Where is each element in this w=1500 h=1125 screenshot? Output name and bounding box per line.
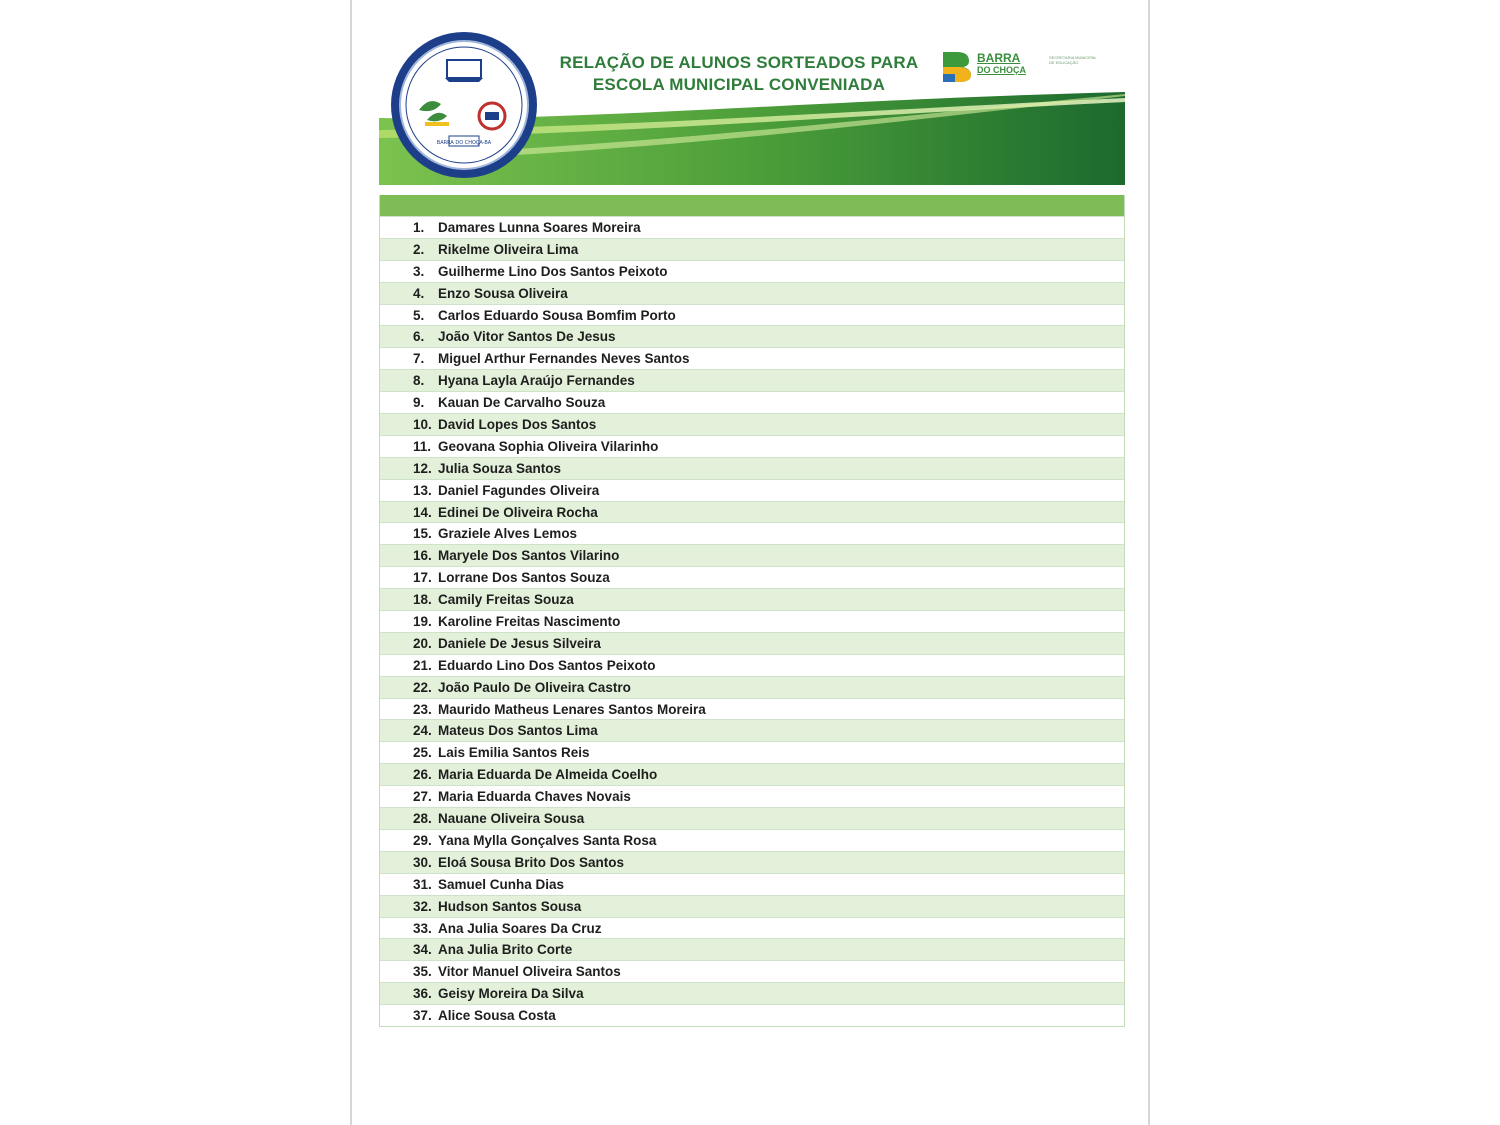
student-name: João Vitor Santos De Jesus	[438, 329, 616, 345]
student-number: 33.	[413, 920, 432, 936]
student-number: 17.	[413, 570, 432, 586]
student-name: Edinei De Oliveira Rocha	[438, 504, 598, 520]
student-name: Karoline Freitas Nascimento	[438, 614, 621, 630]
student-number: 21.	[413, 657, 432, 673]
student-number: 29.	[413, 832, 432, 848]
student-name: Maryele Dos Santos Vilarino	[438, 548, 620, 564]
student-name: Samuel Cunha Dias	[438, 876, 565, 892]
student-number: 8.	[413, 373, 425, 389]
list-item	[380, 698, 1124, 720]
student-number: 6.	[413, 329, 425, 345]
student-name: Mateus Dos Santos Lima	[438, 723, 598, 739]
list-item	[380, 391, 1124, 413]
municipal-seal	[389, 30, 539, 180]
student-name: Enzo Sousa Oliveira	[438, 285, 568, 301]
document-title	[549, 52, 929, 96]
list-item	[380, 1004, 1124, 1026]
list-item	[380, 544, 1124, 566]
list-item	[380, 895, 1124, 917]
students-list	[379, 195, 1125, 1027]
student-number: 9.	[413, 395, 425, 411]
list-item	[380, 676, 1124, 698]
student-number: 26.	[413, 767, 432, 783]
list-item	[380, 741, 1124, 763]
student-number: 16.	[413, 548, 432, 564]
student-number: 35.	[413, 964, 432, 980]
student-name: Hyana Layla Araújo Fernandes	[438, 373, 635, 389]
student-number: 32.	[413, 898, 432, 914]
student-number: 18.	[413, 592, 432, 608]
student-number: 11.	[413, 438, 432, 454]
student-name: Julia Souza Santos	[438, 460, 562, 476]
student-name: Ana Julia Brito Corte	[438, 942, 573, 958]
brand-b-icon	[941, 50, 973, 84]
student-name: Nauane Oliveira Sousa	[438, 811, 585, 827]
student-number: 25.	[413, 745, 432, 761]
student-name: Maria Eduarda Chaves Novais	[438, 789, 631, 805]
student-name: Vitor Manuel Oliveira Santos	[438, 964, 621, 980]
list-item	[380, 501, 1124, 523]
student-number: 37.	[413, 1008, 432, 1024]
student-number: 14.	[413, 504, 432, 520]
student-name: Geisy Moreira Da Silva	[438, 986, 584, 1002]
list-item	[380, 566, 1124, 588]
title-line-2: ESCOLA MUNICIPAL CONVENIADA	[592, 75, 886, 94]
title-line-1: RELAÇÃO DE ALUNOS SORTEADOS PARA	[559, 53, 919, 72]
document-page	[350, 0, 1150, 1125]
document-header	[379, 30, 1125, 185]
list-item	[380, 873, 1124, 895]
list-item	[380, 369, 1124, 391]
student-number: 30.	[413, 854, 432, 870]
student-name: Miguel Arthur Fernandes Neves Santos	[438, 351, 690, 367]
student-name: Lais Emilia Santos Reis	[438, 745, 590, 761]
list-item	[380, 260, 1124, 282]
student-number: 12.	[413, 460, 432, 476]
student-name: Lorrane Dos Santos Souza	[438, 570, 610, 586]
list-item	[380, 785, 1124, 807]
student-name: Hudson Santos Sousa	[438, 898, 582, 914]
list-item	[380, 829, 1124, 851]
student-name: João Paulo De Oliveira Castro	[438, 679, 631, 695]
list-item	[380, 960, 1124, 982]
student-name: Kauan De Carvalho Souza	[438, 395, 606, 411]
student-name: Daniele De Jesus Silveira	[438, 635, 601, 651]
student-number: 19.	[413, 614, 432, 630]
student-name: Maria Eduarda De Almeida Coelho	[438, 767, 658, 783]
list-item	[380, 479, 1124, 501]
student-number: 7.	[413, 351, 425, 367]
student-number: 27.	[413, 789, 432, 805]
list-item	[380, 763, 1124, 785]
list-item	[380, 238, 1124, 260]
brand-logo	[941, 50, 1111, 90]
student-name: Yana Mylla Gonçalves Santa Rosa	[438, 832, 657, 848]
list-item	[380, 435, 1124, 457]
brand-name-line-2: DO CHOÇA	[977, 65, 1026, 75]
student-name: Eloá Sousa Brito Dos Santos	[438, 854, 625, 870]
student-number: 23.	[413, 701, 432, 717]
list-item	[380, 917, 1124, 939]
student-number: 31.	[413, 876, 432, 892]
list-item	[380, 325, 1124, 347]
student-name: Ana Julia Soares Da Cruz	[438, 920, 602, 936]
list-item	[380, 588, 1124, 610]
student-number: 28.	[413, 811, 432, 827]
seal-text: BARRA DO CHOÇA-BA	[436, 140, 492, 146]
list-item	[380, 457, 1124, 479]
student-number: 13.	[413, 482, 432, 498]
list-item	[380, 413, 1124, 435]
student-number: 5.	[413, 307, 425, 323]
student-number: 36.	[413, 986, 432, 1002]
student-name: Graziele Alves Lemos	[438, 526, 578, 542]
list-item	[380, 282, 1124, 304]
student-number: 34.	[413, 942, 432, 958]
student-number: 1.	[413, 220, 425, 235]
list-item	[380, 610, 1124, 632]
list-item	[380, 522, 1124, 544]
student-name: Camily Freitas Souza	[438, 592, 574, 608]
student-number: 15.	[413, 526, 432, 542]
list-item	[380, 304, 1124, 326]
student-name: David Lopes Dos Santos	[438, 417, 597, 433]
student-name: Alice Sousa Costa	[438, 1008, 556, 1024]
student-number: 3.	[413, 263, 425, 279]
student-number: 20.	[413, 635, 432, 651]
student-name: Carlos Eduardo Sousa Bomfim Porto	[438, 307, 676, 323]
student-number: 24.	[413, 723, 432, 739]
list-item	[380, 982, 1124, 1004]
list-item	[380, 719, 1124, 741]
student-name: Damares Lunna Soares Moreira	[438, 220, 641, 235]
student-number: 10.	[413, 417, 432, 433]
list-item	[380, 807, 1124, 829]
student-number: 2.	[413, 241, 425, 257]
student-name: Eduardo Lino Dos Santos Peixoto	[438, 657, 656, 673]
student-number: 4.	[413, 285, 425, 301]
brand-subtitle: SECRETARIA MUNICIPAL DE EDUCAÇÃO	[1049, 55, 1097, 65]
list-item	[380, 851, 1124, 873]
list-item	[380, 216, 1124, 238]
list-item	[380, 654, 1124, 676]
student-name: Rikelme Oliveira Lima	[438, 241, 579, 257]
list-header-bar	[380, 195, 1124, 216]
list-item	[380, 632, 1124, 654]
brand-name	[977, 52, 1026, 76]
list-item	[380, 938, 1124, 960]
student-number: 22.	[413, 679, 432, 695]
student-name: Geovana Sophia Oliveira Vilarinho	[438, 438, 659, 454]
student-name: Daniel Fagundes Oliveira	[438, 482, 600, 498]
student-name: Guilherme Lino Dos Santos Peixoto	[438, 263, 668, 279]
brand-name-line-1: BARRA	[977, 51, 1021, 65]
list-item	[380, 347, 1124, 369]
student-name: Maurido Matheus Lenares Santos Moreira	[438, 701, 706, 717]
